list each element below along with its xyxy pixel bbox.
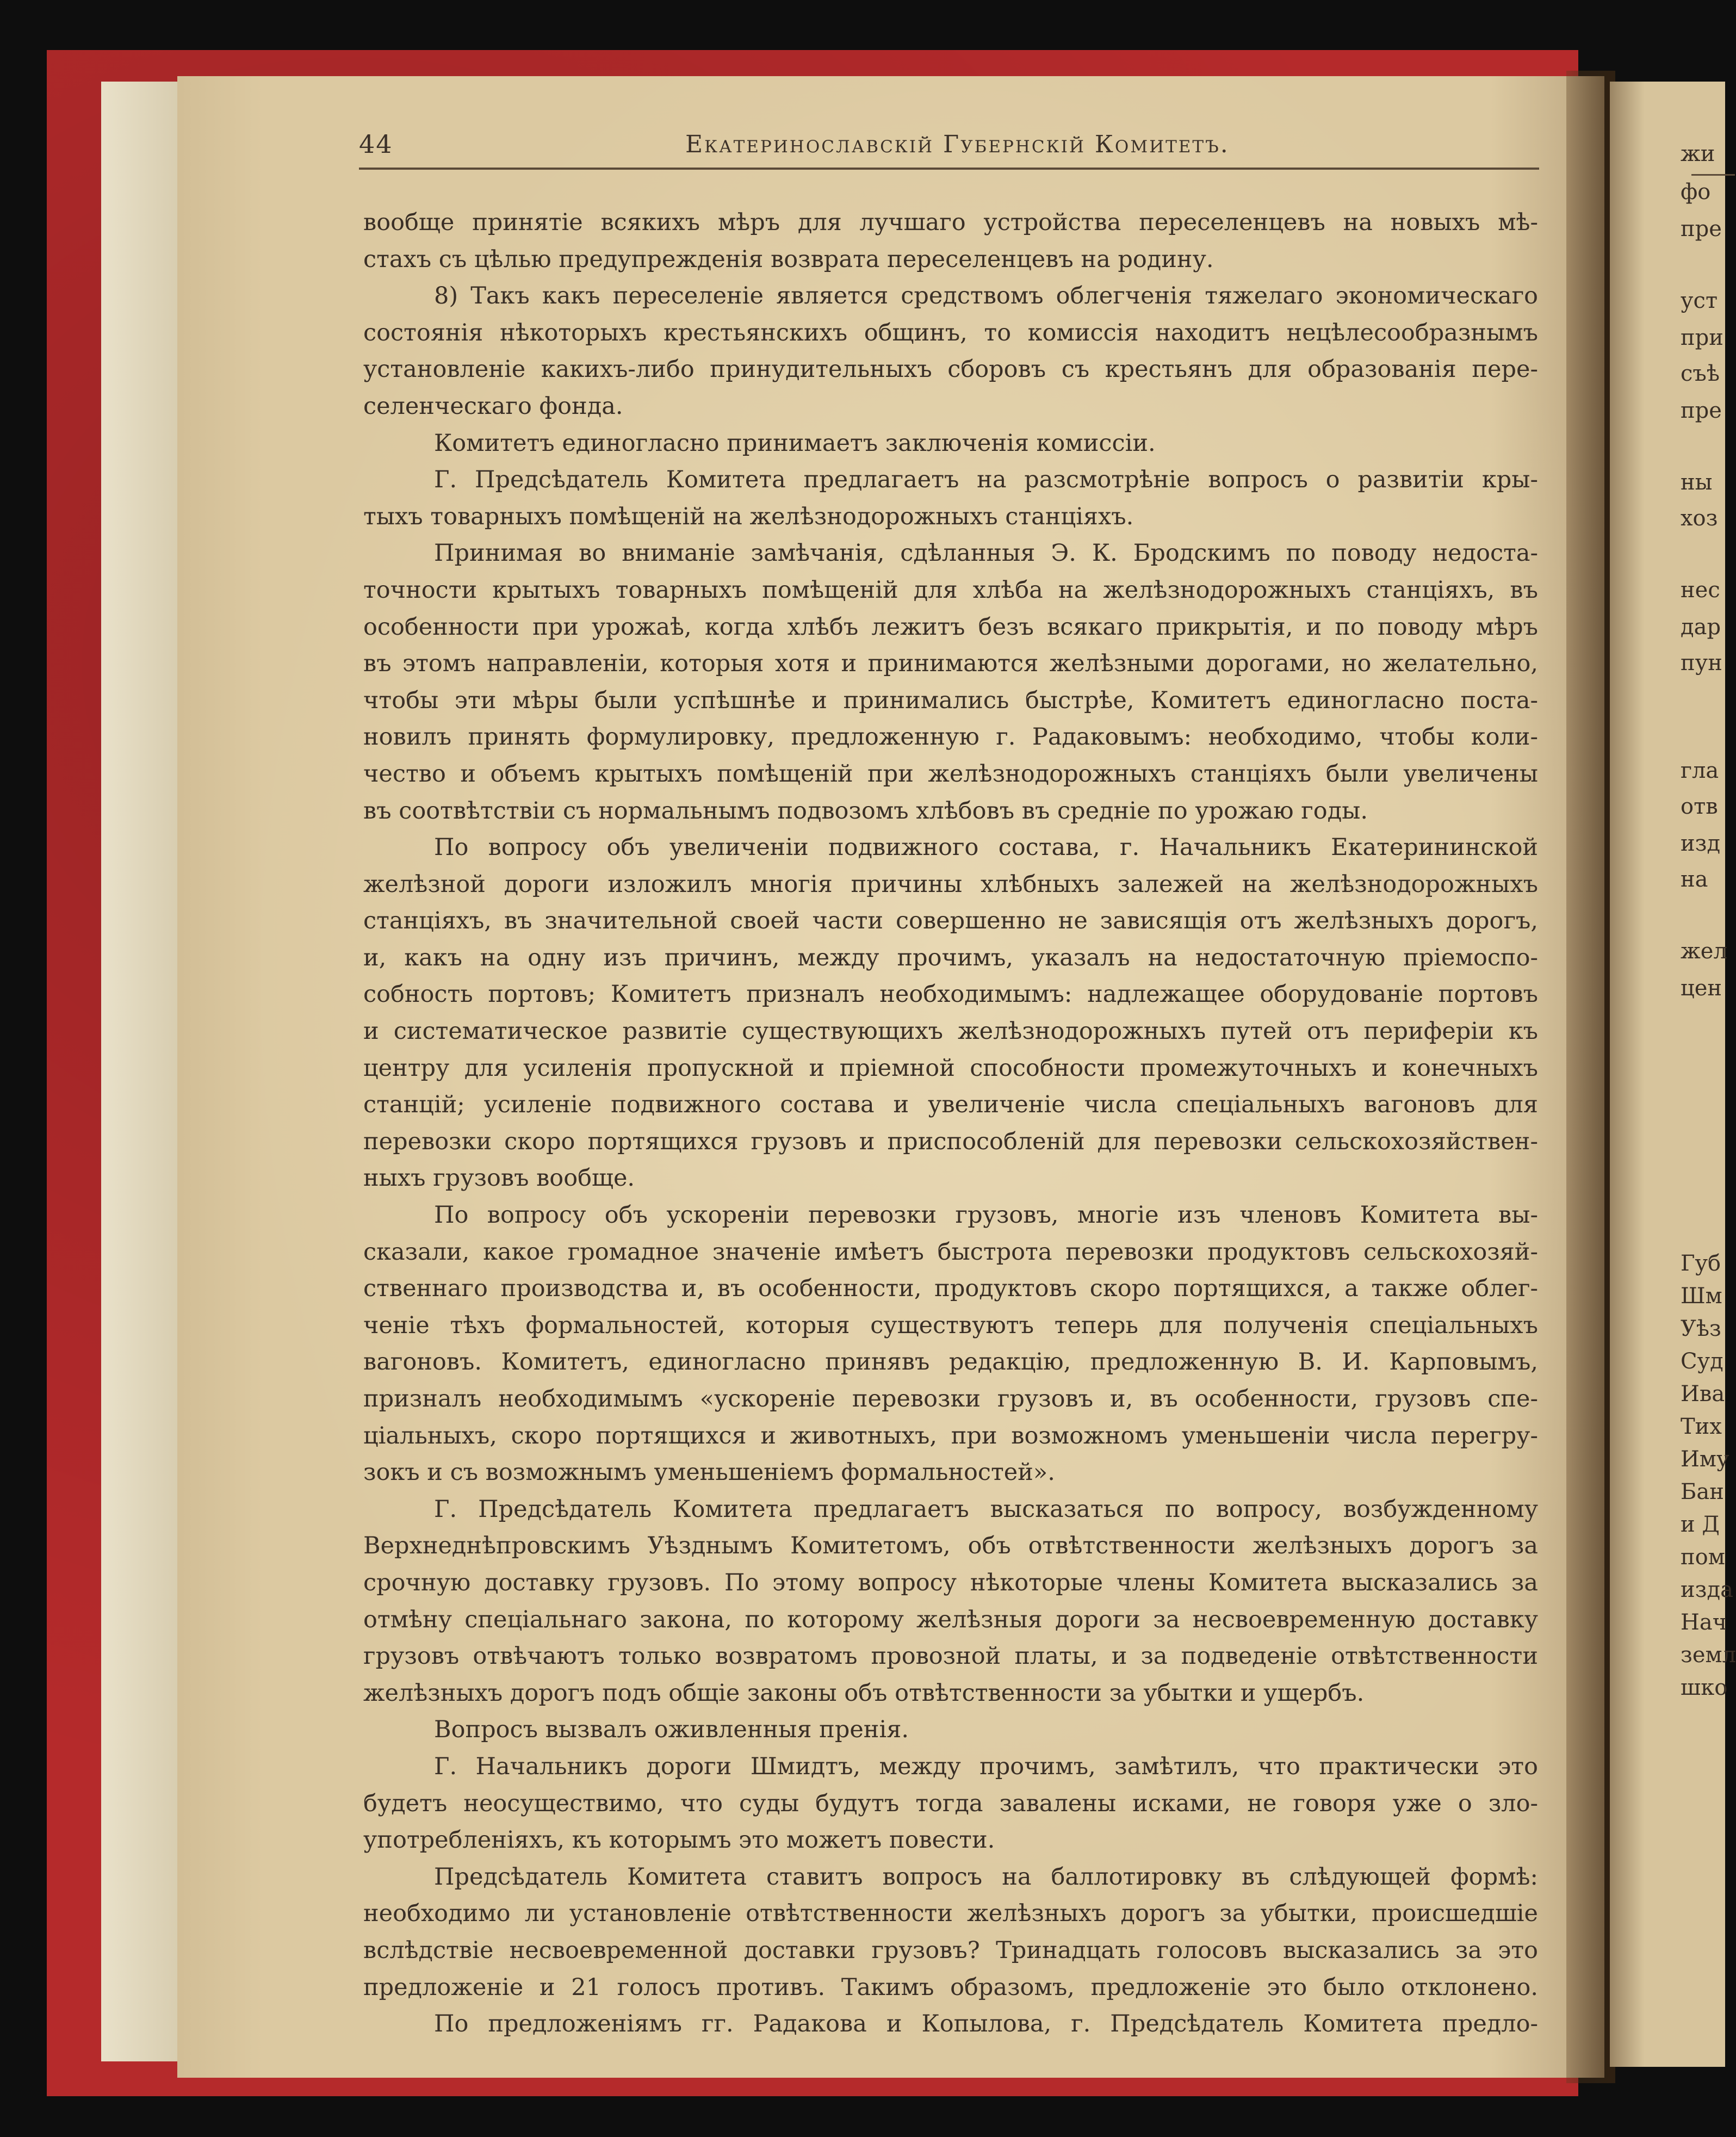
- text-line: вагоновъ. Комитетъ, единогласно принявъ редакцію, предложенную В. И. Карповымъ,: [363, 1348, 1538, 1376]
- right-page-line-fragment: Шм: [1681, 1284, 1722, 1309]
- right-page-line-fragment: пре: [1681, 216, 1722, 241]
- page-number: 44: [359, 129, 393, 159]
- right-page-line-fragment: изд: [1681, 831, 1721, 856]
- text-line: новилъ принять формулировку, предложенную г. Радаковымъ: необходимо, чтобы коли-: [363, 723, 1538, 751]
- right-page-line-fragment: жи: [1681, 141, 1715, 166]
- right-page-line-fragment: съѣ: [1681, 361, 1720, 386]
- right-page-line-fragment: Уѣз: [1681, 1316, 1721, 1341]
- right-page-line-fragment: ны: [1681, 470, 1713, 495]
- running-title: Екатеринославскій Губернскій Комитетъ.: [685, 131, 1230, 158]
- text-line: желѣзныхъ дорогъ подъ общіе законы объ отвѣтственности за убытки и ущербъ.: [363, 1679, 1365, 1707]
- text-line: собность портовъ; Комитетъ призналъ необходимымъ: надлежащее оборудованіе портовъ: [363, 981, 1538, 1008]
- text-line: ченіе тѣхъ формальностей, которыя существуютъ теперь для полученія спеціальныхъ: [363, 1311, 1538, 1339]
- text-line: перевозки скоро портящихся грузовъ и приспособленій для перевозки сельскохозяйствен-: [363, 1128, 1538, 1155]
- right-page-line-fragment: земл: [1681, 1643, 1736, 1668]
- right-page-line-fragment: и Д: [1681, 1512, 1720, 1537]
- text-line: вообще принятіе всякихъ мѣръ для лучшаго устройства переселенцевъ на новыхъ мѣ-: [363, 209, 1538, 236]
- text-line: установленіе какихъ-либо принудительныхъ сборовъ съ крестьянъ для образованія пере-: [363, 356, 1538, 383]
- right-page-line-fragment: гла: [1681, 758, 1719, 783]
- text-line: грузовъ отвѣчаютъ только возвратомъ провозной платы, и за подведеніе отвѣтственности: [363, 1643, 1538, 1670]
- body-text: [363, 205, 1538, 2043]
- book-gutter: [1566, 71, 1615, 2083]
- text-line: употребленіяхъ, къ которымъ это можетъ повести.: [363, 1826, 995, 1854]
- text-line: Вопросъ вызвалъ оживленныя пренія.: [434, 1716, 909, 1744]
- right-page-line-fragment: пре: [1681, 398, 1722, 423]
- text-line: стахъ съ цѣлью предупрежденія возврата переселенцевъ на родину.: [363, 245, 1214, 273]
- text-line: призналъ необходимымъ «ускореніе перевозки грузовъ и, въ особенности, грузовъ спе-: [363, 1385, 1538, 1413]
- right-page-line-fragment: дар: [1681, 615, 1721, 640]
- right-page-line-fragment: уст: [1681, 288, 1718, 313]
- text-line: ціальныхъ, скоро портящихся и животныхъ, при возможномъ уменьшеніи числа перегру-: [363, 1422, 1538, 1450]
- right-page-line-fragment: Тих: [1681, 1414, 1722, 1439]
- text-line: точности крытыхъ товарныхъ помѣщеній для хлѣба на желѣзнодорожныхъ станціяхъ, въ: [363, 576, 1538, 604]
- text-line: зокъ и съ возможнымъ уменьшеніемъ формальностей».: [363, 1459, 1055, 1486]
- text-line: желѣзной дороги изложилъ многія причины хлѣбныхъ залежей на желѣзнодорожныхъ: [363, 870, 1538, 898]
- right-page-line-fragment: жел: [1681, 939, 1727, 964]
- text-line: Комитетъ единогласно принимаетъ заключенія комиссіи.: [434, 429, 1156, 457]
- text-line: Г. Предсѣдатель Комитета предлагаетъ на разсмотрѣніе вопросъ о развитіи кры-: [434, 466, 1538, 494]
- text-line: въ соотвѣтствіи съ нормальнымъ подвозомъ хлѣбовъ въ средніе по урожаю годы.: [363, 797, 1368, 825]
- text-line: и, какъ на одну изъ причинъ, между прочимъ, указалъ на недостаточную пріемоспо-: [363, 944, 1538, 971]
- text-line: ственнаго производства и, въ особенности, продуктовъ скоро портящихся, а также облег-: [363, 1275, 1538, 1303]
- right-page-line-fragment: Губ: [1681, 1251, 1721, 1276]
- right-page-line-fragment: нес: [1681, 578, 1720, 603]
- right-page-line-fragment: цен: [1681, 976, 1722, 1001]
- right-page-line-fragment: на: [1681, 867, 1708, 892]
- text-line: вслѣдствіе несвоевременной доставки грузовъ? Тринадцать голосовъ высказались за это: [363, 1936, 1538, 1964]
- right-page-header-rule: [1691, 174, 1735, 176]
- text-line: станцій; усиленіе подвижного состава и увеличеніе числа спеціальныхъ вагоновъ для: [363, 1091, 1538, 1119]
- text-line: чтобы эти мѣры были успѣшнѣе и принимались быстрѣе, Комитетъ единогласно поста-: [363, 686, 1538, 714]
- text-line: По вопросу объ ускореніи перевозки грузовъ, многіе изъ членовъ Комитета вы-: [434, 1201, 1538, 1229]
- text-line: станціяхъ, въ значительной своей части совершенно не зависящія отъ желѣзныхъ дорогъ,: [363, 907, 1538, 935]
- text-line: состоянія нѣкоторыхъ крестьянскихъ общинъ, то комиссія находитъ нецѣлесообразнымъ: [363, 319, 1538, 346]
- text-line: Предсѣдатель Комитета ставитъ вопросъ на баллотировку въ слѣдующей формѣ:: [434, 1863, 1538, 1891]
- right-page-line-fragment: хоз: [1681, 506, 1718, 531]
- text-line: 8) Такъ какъ переселеніе является средствомъ облегченія тяжелаго экономическаго: [434, 282, 1538, 310]
- right-page-line-fragment: изда: [1681, 1577, 1733, 1602]
- text-line: тыхъ товарныхъ помѣщеній на желѣзнодорожныхъ станціяхъ.: [363, 503, 1134, 530]
- right-page-line-fragment: шко: [1681, 1675, 1728, 1700]
- right-page-line-fragment: отв: [1681, 794, 1718, 819]
- text-line: селенческаго фонда.: [363, 392, 623, 420]
- text-line: особенности при урожаѣ, когда хлѣбъ лежитъ безъ всякаго прикрытія, и по поводу мѣръ: [363, 613, 1538, 641]
- text-line: необходимо ли установленіе отвѣтственности желѣзныхъ дорогъ за убытки, происшедшіе: [363, 1900, 1538, 1928]
- text-line: чество и объемъ крытыхъ помѣщеній при желѣзнодорожныхъ станціяхъ были увеличены: [363, 760, 1538, 788]
- text-line: будетъ неосуществимо, что суды будутъ тогда завалены исками, не говоря уже о зло-: [363, 1789, 1538, 1817]
- text-line: сказали, какое громадное значеніе имѣетъ быстрота перевозки продуктовъ сельскохозяй-: [363, 1238, 1538, 1266]
- text-line: центру для усиленія пропускной и пріемной способности промежуточныхъ и конечныхъ: [363, 1054, 1538, 1082]
- text-line: По вопросу объ увеличеніи подвижного состава, г. Начальникъ Екатерининской: [434, 834, 1538, 862]
- page-header: [359, 129, 1539, 170]
- text-line: Г. Начальникъ дороги Шмидтъ, между прочимъ, замѣтилъ, что практически это: [434, 1752, 1538, 1780]
- text-line: отмѣну спеціальнаго закона, по которому желѣзныя дороги за несвоевременную доставку: [363, 1606, 1538, 1633]
- text-line: Принимая во вниманіе замѣчанія, сдѣланныя Э. К. Бродскимъ по поводу недоста-: [434, 540, 1538, 567]
- right-page-line-fragment: Иму: [1681, 1447, 1729, 1472]
- right-page-line-fragment: Суд: [1681, 1349, 1723, 1374]
- text-line: и систематическое развитіе существующихъ желѣзнодорожныхъ путей отъ периферіи къ: [363, 1018, 1538, 1045]
- right-page-line-fragment: Ива: [1681, 1382, 1725, 1407]
- right-page-line-fragment: пун: [1681, 651, 1722, 676]
- text-line: въ этомъ направленіи, которыя хотя и принимаются желѣзными дорогами, но желательно,: [363, 650, 1538, 678]
- text-line: ныхъ грузовъ вообще.: [363, 1164, 635, 1192]
- right-page-line-fragment: при: [1681, 325, 1723, 350]
- page-edge: [101, 82, 177, 2061]
- right-page-fragment: [1610, 82, 1736, 2067]
- text-line: Г. Предсѣдатель Комитета предлагаетъ высказаться по вопросу, возбужденному: [434, 1495, 1538, 1523]
- right-page-line-fragment: Нач: [1681, 1610, 1727, 1635]
- right-page-line-fragment: фо: [1681, 179, 1711, 205]
- text-line: предложеніе и 21 голосъ противъ. Такимъ образомъ, предложеніе это было отклонено.: [363, 1973, 1538, 2001]
- text-line: Верхнеднѣпровскимъ Уѣзднымъ Комитетомъ, объ отвѣтственности желѣзныхъ дорогъ за: [363, 1532, 1538, 1560]
- text-line: По предложеніямъ гг. Радакова и Копылова, г. Предсѣдатель Комитета предло-: [434, 2010, 1538, 2038]
- right-page-line-fragment: Бан: [1681, 1479, 1724, 1504]
- text-line: срочную доставку грузовъ. По этому вопросу нѣкоторые члены Комитета высказались за: [363, 1569, 1538, 1596]
- right-page-line-fragment: пом: [1681, 1545, 1725, 1570]
